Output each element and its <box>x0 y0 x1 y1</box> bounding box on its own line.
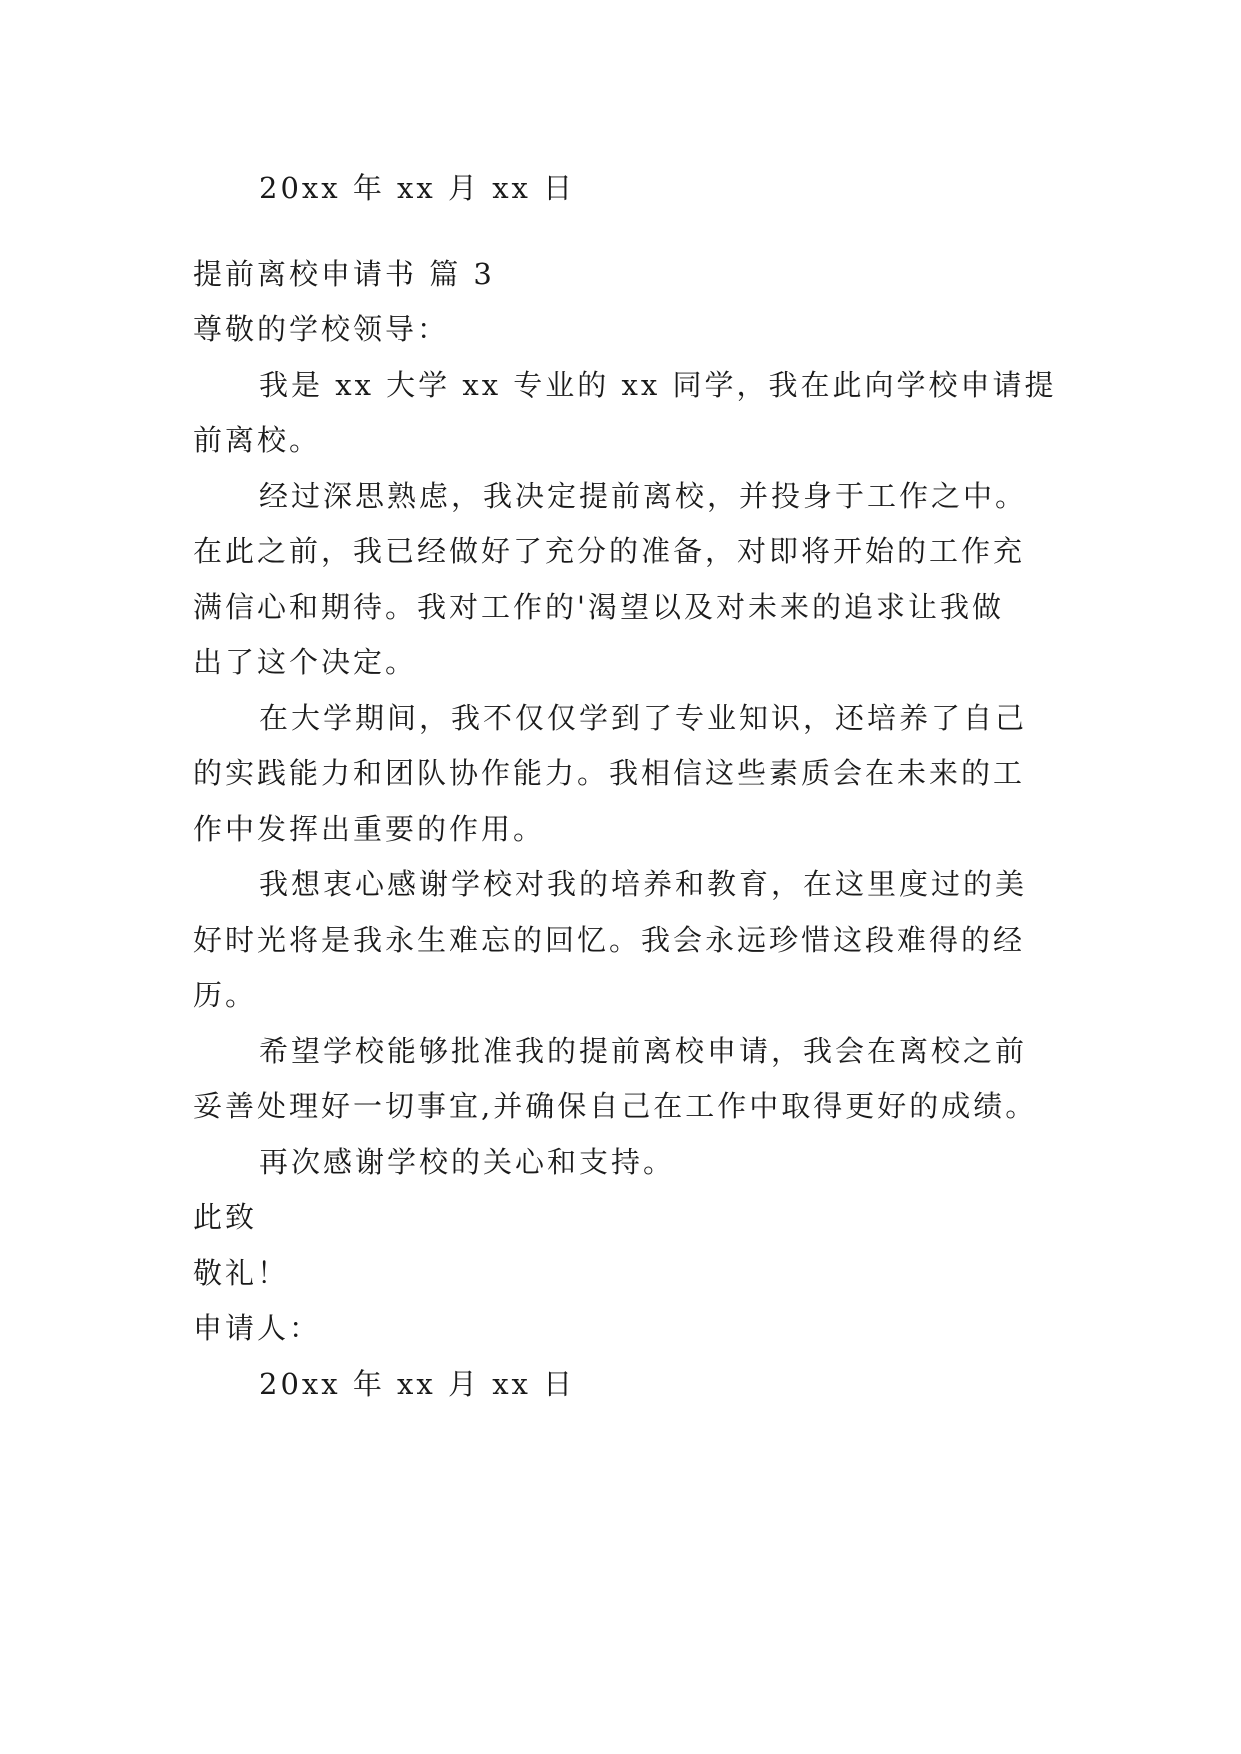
paragraph-line: 我想衷心感谢学校对我的培养和教育，在这里度过的美 <box>259 867 1028 901</box>
paragraph-line: 在此之前，我已经做好了充分的准备，对即将开始的工作充 <box>193 534 1026 568</box>
salutation: 尊敬的学校领导： <box>193 312 450 346</box>
paragraph-line: 前离校。 <box>193 423 322 457</box>
paragraph-line: 的实践能力和团队协作能力。我相信这些素质会在未来的工 <box>193 756 1026 790</box>
paragraph-line: 好时光将是我永生难忘的回忆。我会永远珍惜这段难得的经 <box>193 923 1026 957</box>
paragraph-line: 妥善处理好一切事宜,并确保自己在工作中取得更好的成绩。 <box>193 1089 1038 1123</box>
paragraph-line: 历。 <box>193 978 258 1012</box>
closing-line-1: 此致 <box>193 1200 258 1234</box>
paragraph-line: 满信心和期待。我对工作的'渴望以及对未来的追求让我做 <box>193 590 1004 624</box>
paragraph-line: 经过深思熟虑，我决定提前离校，并投身于工作之中。 <box>259 479 1028 513</box>
closing-line-2: 敬礼！ <box>193 1256 290 1290</box>
paragraph-line: 在大学期间，我不仅仅学到了专业知识，还培养了自己 <box>259 701 1028 735</box>
document-title: 提前离校申请书 篇 3 <box>193 257 495 291</box>
paragraph-line: 我是 xx 大学 xx 专业的 xx 同学，我在此向学校申请提 <box>259 368 1057 402</box>
applicant-label: 申请人： <box>193 1311 322 1345</box>
paragraph-line: 希望学校能够批准我的提前离校申请，我会在离校之前 <box>259 1034 1028 1068</box>
paragraph-line: 再次感谢学校的关心和支持。 <box>259 1145 676 1179</box>
paragraph-line: 出了这个决定。 <box>193 645 418 679</box>
paragraph-line: 作中发挥出重要的作用。 <box>193 812 546 846</box>
bottom-date: 20xx 年 xx 月 xx 日 <box>259 1367 576 1401</box>
top-date: 20xx 年 xx 月 xx 日 <box>259 171 576 205</box>
